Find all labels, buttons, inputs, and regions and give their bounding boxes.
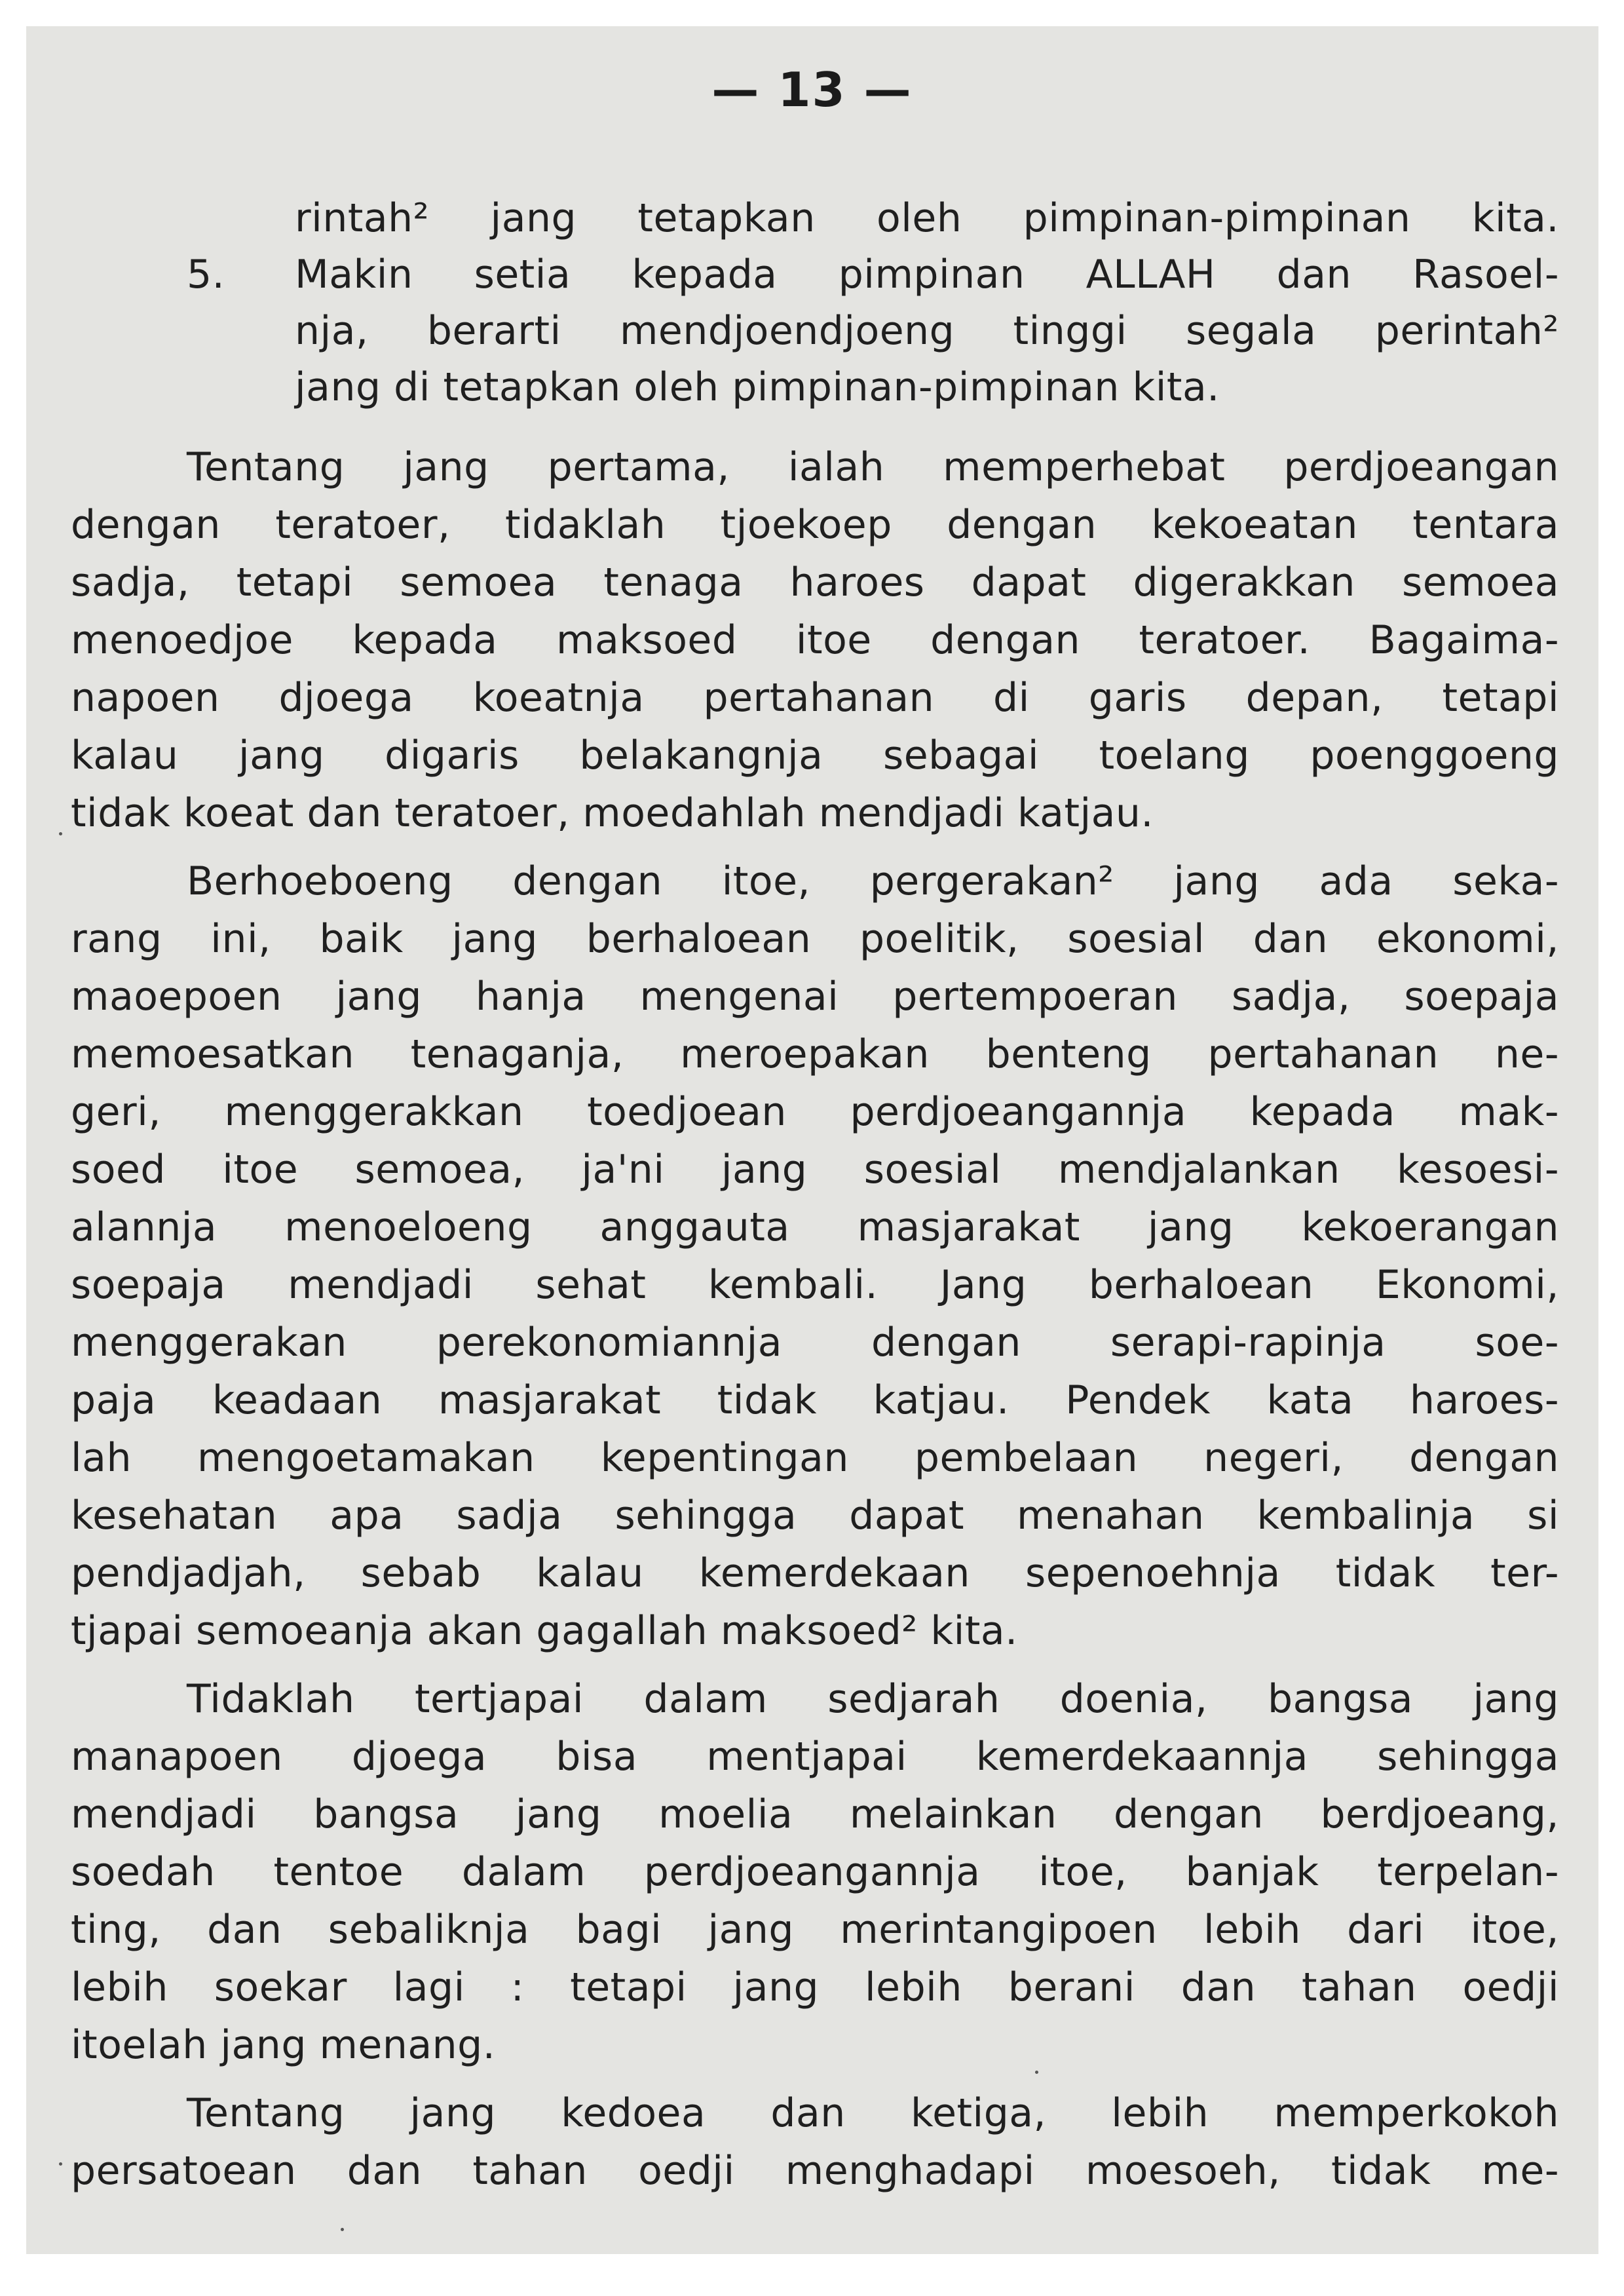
list-item-number: 5.: [187, 252, 225, 297]
paragraph-line: soedah tentoe dalam perdjoeangannja itoe, banjak terpelan-: [71, 1849, 1559, 1895]
paragraph-line: alannja menoeloeng anggauta masjarakat jang kekoerangan: [71, 1204, 1559, 1250]
paragraph-line: Berhoeboeng dengan itoe, pergerakan² jang ada seka-: [187, 858, 1559, 904]
print-speck: [341, 2228, 344, 2231]
paragraph-line: soepaja mendjadi sehat kembali. Jang berhaloean Ekonomi,: [71, 1262, 1559, 1308]
paragraph-line: ting, dan sebaliknja bagi jang merintangipoen lebih dari itoe,: [71, 1907, 1559, 1953]
paragraph-line: itoelah jang menang.: [71, 2022, 496, 2068]
paragraph-line: lebih soekar lagi : tetapi jang lebih berani dan tahan oedji: [71, 1964, 1559, 2010]
print-speck: [59, 2162, 62, 2166]
paragraph-line: tjapai semoeanja akan gagallah maksoed² kita.: [71, 1608, 1018, 1654]
list-item-5-line: jang di tetapkan oleh pimpinan-pimpinan kita.: [295, 364, 1220, 410]
paragraph-line: menoedjoe kepada maksoed itoe dengan teratoer. Bagaima-: [71, 617, 1559, 663]
paragraph-line: persatoean dan tahan oedji menghadapi moesoeh, tidak me-: [71, 2148, 1559, 2194]
paragraph-line: geri, menggerakkan toedjoean perdjoeangannja kepada mak-: [71, 1089, 1559, 1135]
list-item-5-line: nja, berarti mendjoendjoeng tinggi segala perintah²: [295, 308, 1559, 354]
paragraph-line: paja keadaan masjarakat tidak katjau. Pendek kata haroes-: [71, 1377, 1559, 1423]
paragraph-line: sadja, tetapi semoea tenaga haroes dapat digerakkan semoea: [71, 560, 1559, 605]
paragraph-line: napoen djoega koeatnja pertahanan di garis depan, tetapi: [71, 675, 1559, 721]
print-speck: [59, 832, 62, 835]
list-item-continuation: rintah² jang tetapkan oleh pimpinan-pimpinan kita.: [295, 195, 1559, 241]
list-item-5-line: Makin setia kepada pimpinan ALLAH dan Rasoel-: [295, 252, 1559, 297]
paragraph-line: kesehatan apa sadja sehingga dapat menahan kembalinja si: [71, 1493, 1559, 1539]
paragraph-line: Tentang jang pertama, ialah memperhebat perdjoeangan: [187, 444, 1559, 490]
paragraph-line: maoepoen jang hanja mengenai pertempoeran sadja, soepaja: [71, 974, 1559, 1020]
paragraph-line: rang ini, baik jang berhaloean poelitik, soesial dan ekonomi,: [71, 916, 1559, 962]
paragraph-line: mendjadi bangsa jang moelia melainkan dengan berdjoeang,: [71, 1791, 1559, 1837]
paragraph-line: manapoen djoega bisa mentjapai kemerdekaannja sehingga: [71, 1734, 1559, 1780]
paragraph-line: pendjadjah, sebab kalau kemerdekaan sepenoehnja tidak ter-: [71, 1550, 1559, 1596]
paragraph-line: Tentang jang kedoea dan ketiga, lebih memperkokoh: [187, 2090, 1559, 2136]
print-speck: [1035, 2071, 1038, 2074]
paragraph-line: tidak koeat dan teratoer, moedahlah mendjadi katjau.: [71, 790, 1154, 836]
paragraph-line: Tidaklah tertjapai dalam sedjarah doenia, bangsa jang: [187, 1676, 1559, 1722]
paragraph-line: dengan teratoer, tidaklah tjoekoep dengan kekoeatan tentara: [71, 502, 1559, 548]
paragraph-line: soed itoe semoea, ja'ni jang soesial mendjalankan kesoesi-: [71, 1147, 1559, 1193]
page-number-header: — 13 —: [711, 62, 913, 117]
paragraph-line: menggerakan perekonomiannja dengan serapi-rapinja soe-: [71, 1320, 1559, 1366]
paragraph-line: lah mengoetamakan kepentingan pembelaan negeri, dengan: [71, 1435, 1559, 1481]
paragraph-line: memoesatkan tenaganja, meroepakan benteng pertahanan ne-: [71, 1031, 1559, 1077]
paragraph-line: kalau jang digaris belakangnja sebagai toelang poenggoeng: [71, 733, 1559, 778]
